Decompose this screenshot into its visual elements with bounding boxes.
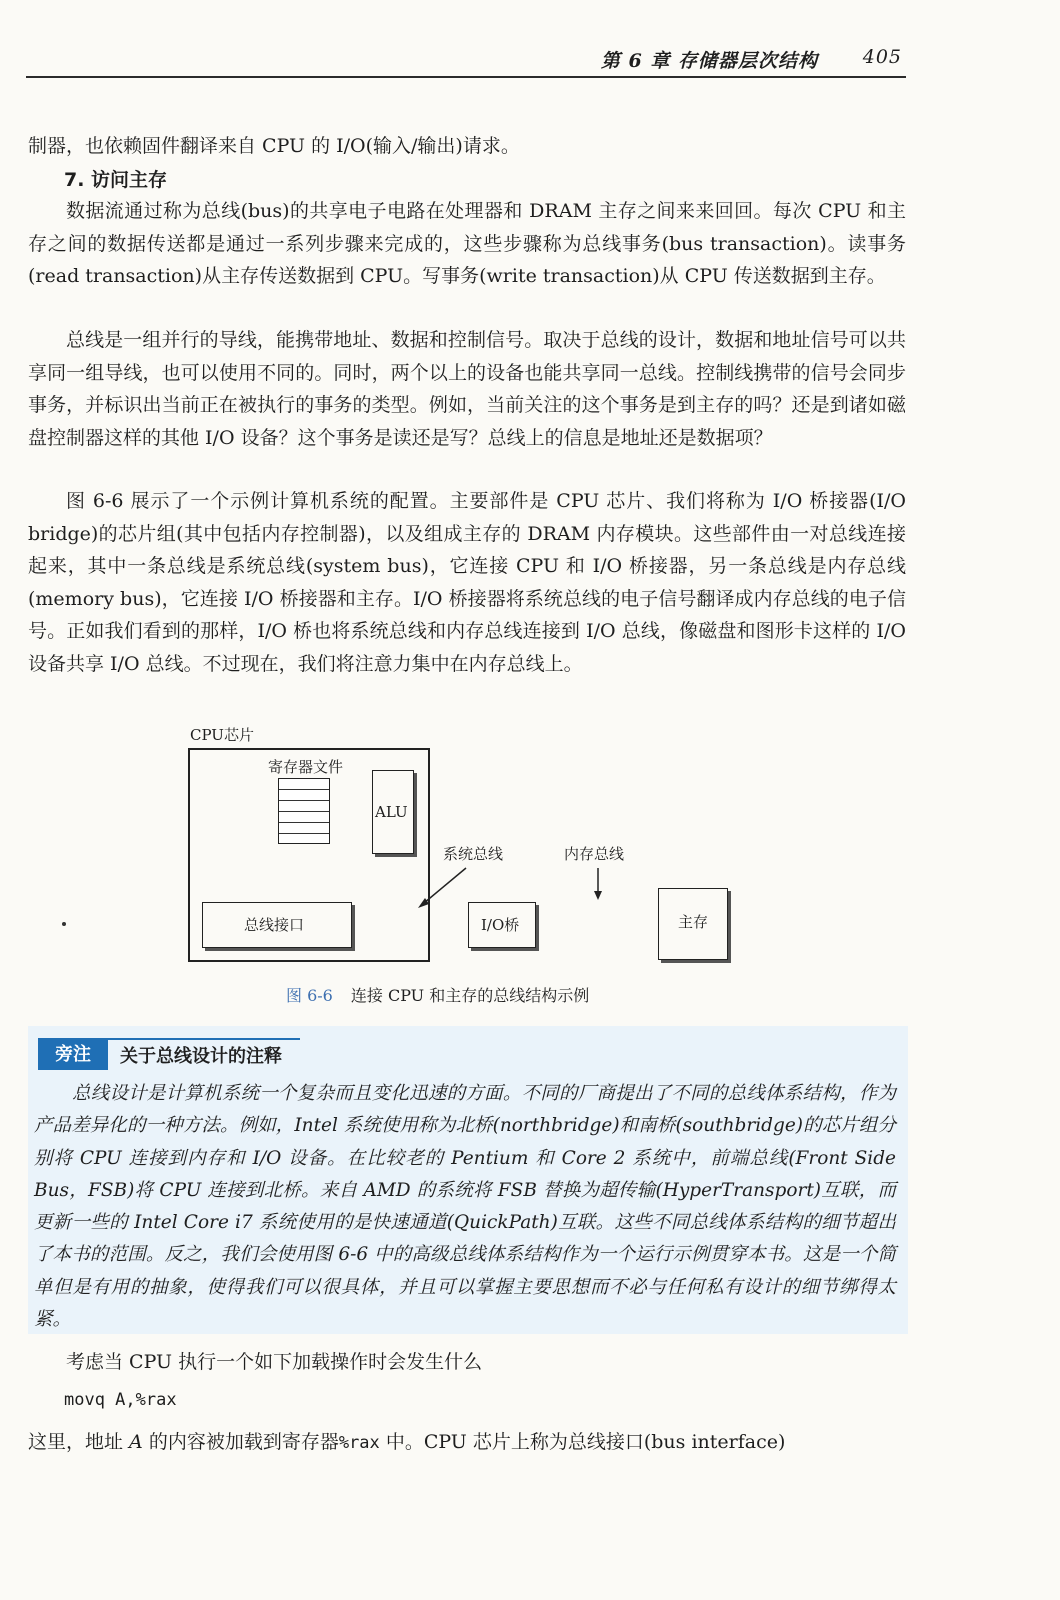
register-file-label: 寄存器文件 (268, 758, 344, 776)
alu-label: ALU (375, 803, 408, 821)
system-bus-arrow (424, 868, 466, 903)
text-run: 的内容被加载到寄存器 (142, 1431, 339, 1453)
paragraph-load-explain (28, 1426, 906, 1460)
register-name: %rax (338, 1433, 380, 1453)
cpu-chip-label: CPU芯片 (190, 726, 254, 744)
memory-bus-arrowhead (594, 891, 602, 900)
aside-body: 总线设计是计算机系统一个复杂而且变化迅速的方面。不同的厂商提出了不同的总线体系结构，作为产品差异化的一种方法。例如，Intel 系统使用称为北桥(northbridge)和南桥(southbridge)的芯片组分别将 CPU 连接到内存和 I/O 设备。在比较老的 Pentium 和 Core 2 系统中，前端总线(Front Side Bus，FSB)将 CPU 连接到北桥。来自 AMD 的系统将 FSB 替换为超传输(HyperTransport)互联，而更新一些的 Intel Core i7 系统使用的是快速通道(QuickPath)互联。这些不同总线体系结构的细节超出了本书的范围。反之，我们会使用图 6-6 中的高级总线体系结构作为一个运行示例贯穿本书。这是一个简单但是有用的抽象，使得我们可以很具体，并且可以掌握主要思想而不必与任何私有设计的细节绑得太紧。 (34, 1083, 896, 1331)
figure-number: 图 6-6 (286, 986, 333, 1005)
paragraph-bus: 数据流通过称为总线(bus)的共享电子电路在处理器和 DRAM 主存之间来来回回。每次 CPU 和主存之间的数据传送都是通过一系列步骤来完成的，这些步骤称为总线事务(bus transaction)。读事务(read transaction)从主存传送数据到 CPU。写事务(write transaction)从 CPU 传送数据到主存。 (28, 200, 906, 288)
intro-paragraph: 制器，也依赖固件翻译来自 CPU 的 I/O(输入/输出)请求。 (28, 135, 520, 157)
aside-tag: 旁注 (38, 1040, 108, 1070)
aside-title: 关于总线设计的注释 (120, 1046, 282, 1067)
stray-mark (62, 922, 66, 926)
chapter-title: 第 6 章 存储器层次结构 (600, 50, 818, 72)
io-bridge-label: I/O桥 (481, 916, 520, 934)
aside-box (28, 1026, 908, 1334)
variable-a: A (129, 1431, 143, 1453)
figure-caption (286, 983, 589, 1006)
bus-interface-label: 总线接口 (244, 916, 305, 934)
code-line: movq A,%rax (64, 1390, 177, 1410)
memory-bus-label: 内存总线 (564, 845, 625, 863)
text-run: 这里，地址 (28, 1431, 130, 1453)
paragraph-figure-intro: 图 6-6 展示了一个示例计算机系统的配置。主要部件是 CPU 芯片、我们将称为 I/O 桥接器(I/O bridge)的芯片组(其中包括内存控制器)，以及组成主存的 DRAM 内存模块。这些部件由一对总线连接起来，其中一条总线是系统总线(system bus)，它连接 CPU 和 I/O 桥接器，另一条总线是内存总线(memory bus)，它连接 I/O 桥接器和主存。I/O 桥接器将系统总线的电子信号翻译成内存总线的电子信号。正如我们看到的那样，I/O 桥也将系统总线和内存总线连接到 I/O 总线，像磁盘和图形卡这样的 I/O 设备共享 I/O 总线。不过现在，我们将注意力集中在内存总线上。 (28, 490, 906, 675)
paragraph-bus-lines: 总线是一组并行的导线，能携带地址、数据和控制信号。取决于总线的设计，数据和地址信号可以共享同一组导线，也可以使用不同的。同时，两个以上的设备也能共享同一总线。控制线携带的信号会同步事务，并标识出当前正在被执行的事务的类型。例如，当前关注的这个事务是到主存的吗？还是到诸如磁盘控制器这样的其他 I/O 设备？这个事务是读还是写？总线上的信息是地址还是数据项？ (28, 329, 906, 449)
text-run: 中。CPU 芯片上称为总线接口(bus interface) (379, 1431, 786, 1453)
section-heading: 7. 访问主存 (64, 169, 168, 191)
page-number: 405 (862, 46, 902, 68)
paragraph-load-intro: 考虑当 CPU 执行一个如下加载操作时会发生什么 (66, 1351, 483, 1373)
main-memory-label: 主存 (678, 913, 709, 931)
figure-caption-text: 连接 CPU 和主存的总线结构示例 (350, 986, 590, 1005)
system-bus-label: 系统总线 (443, 845, 504, 863)
